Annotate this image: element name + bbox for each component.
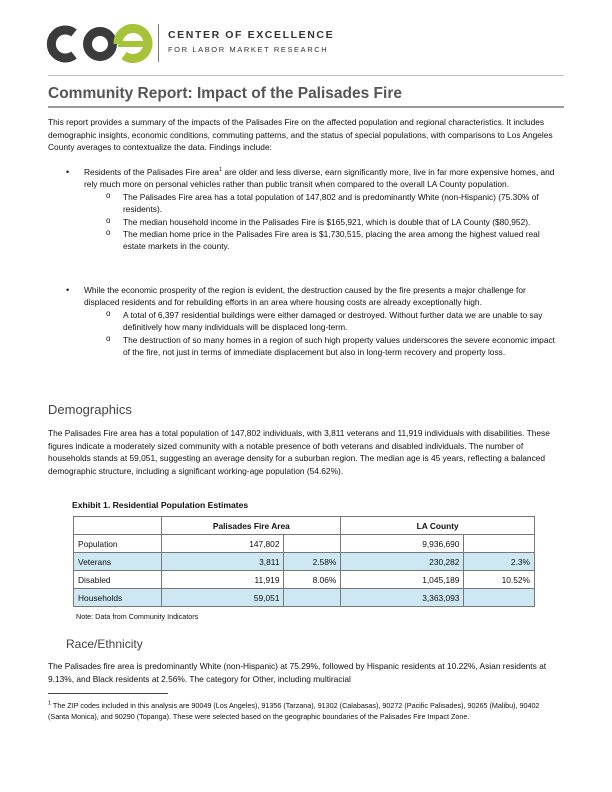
fire-pct: 2.58%: [284, 553, 341, 571]
fire-value: 59,051: [162, 589, 284, 607]
org-name: CENTER OF EXCELLENCE: [168, 29, 335, 41]
table-row: [74, 571, 535, 589]
la-pct: [464, 535, 535, 553]
report-title: Community Report: Impact of the Palisades Fire: [48, 85, 402, 102]
table-row: [74, 553, 535, 571]
fire-value: 11,919: [162, 571, 284, 589]
finding-sub-item: o The median household income in the Palisades Fire is $165,921, which is double that of LA County ($80,952).: [104, 216, 560, 228]
la-value: 3,363,093: [341, 589, 464, 607]
org-subtitle: FOR LABOR MARKET RESEARCH: [168, 45, 329, 54]
la-value: 230,282: [341, 553, 464, 571]
header-palisades: Palisades Fire Area: [162, 517, 341, 535]
fire-pct: 8.06%: [284, 571, 341, 589]
demographics-paragraph: The Palisades Fire area has a total population of 147,802 individuals, with 3,811 veterans and 11,919 individuals with disabilities. These figures indicate a moderately sized community with a notable presence of both veterans and disabled individuals. The number of households stands at 59,051, suggesting an average density for a suburban region. The median age is 45 years, reflecting a balanced demographic structure, including a significant working-age population (54.62%).: [48, 428, 550, 476]
findings-list-1: [48, 166, 560, 253]
finding-bullet: • Residents of the Palisades Fire area$^1$ are older and less diverse, earn significantly more, live in far more expensive homes, and rely much more on personal vehicles rather than public transit when compared to the overall LA County population. o The Palisades Fire area has a total population of 147,802 and is predominantly White (non-Hispanic) (75.30% of residents). o The median household income in the Palisades Fire is $165,921, which is double that of LA County ($80,952). o The median home price in the Palisades Fire area is $1,730,515, placing the area among the highest valued real estate markets in the county.: [48, 166, 560, 253]
la-value: 1,045,189: [341, 571, 464, 589]
title-rule: [48, 106, 564, 108]
footnote-ref[interactable]: 1: [219, 167, 223, 174]
fire-pct: [284, 589, 341, 607]
footnote-mark: 1: [48, 700, 52, 707]
population-table: [73, 516, 535, 607]
table-row: [74, 535, 535, 553]
table-row: [74, 589, 535, 607]
row-label: Disabled: [74, 571, 162, 589]
logo-divider: [158, 24, 159, 62]
row-label: Population: [74, 535, 162, 553]
intro-paragraph: This report provides a summary of the impacts of the Palisades Fire on the affected population and regional characteristics. It includes demographic insights, economic conditions, commuting patterns, and the status of special populations, with comparisons to Los Angeles County averages to contextualize the data. Findings include:: [48, 117, 553, 153]
exhibit-title: Exhibit 1. Residential Population Estimates: [72, 500, 249, 510]
table-note: Note: Data from Community Indicators: [76, 612, 199, 621]
findings-list-2: [48, 284, 560, 358]
finding-sub-item: o The Palisades Fire area has a total population of 147,802 and is predominantly White (non-Hispanic) (75.30% of residents).: [104, 191, 560, 216]
finding-sub-item: o A total of 6,397 residential buildings were either damaged or destroyed. Without further data we are unable to say definitively how many individuals will be displaced long-term.: [104, 309, 560, 334]
footnote: [48, 700, 558, 722]
race-paragraph: The Palisades fire area is predominantly White (non-Hispanic) at 75.29%, followed by Hispanic residents at 10.22%, Asian residents at 9.13%, and Black residents at 2.56%. The category for Other, including multiracial: [48, 661, 547, 684]
header-rule: [48, 75, 564, 76]
table-header-row: [74, 517, 535, 535]
row-label: Households: [74, 589, 162, 607]
la-pct: [464, 589, 535, 607]
la-pct: 2.3%: [464, 553, 535, 571]
coe-logo-icon: [42, 24, 154, 64]
la-value: 9,936,690: [341, 535, 464, 553]
row-label: Veterans: [74, 553, 162, 571]
race-heading: Race/Ethnicity: [66, 637, 143, 651]
footnote-rule: [48, 693, 168, 694]
fire-value: 3,811: [162, 553, 284, 571]
finding-sub-item: o The median home price in the Palisades Fire area is $1,730,515, placing the area among the highest valued real estate markets in the county.: [104, 228, 560, 253]
la-pct: 10.52%: [464, 571, 535, 589]
footnote-text: The ZIP codes included in this analysis are 90049 (Los Angeles), 91356 (Tarzana), 91302 (Calabasas), 90272 (Pacific Palisades), 90265 (Malibu), 90402 (Santa Monica), and 90290 (Topanga). These were selected based on the geographic boundaries of the Palisades Fire Impact Zone.: [48, 701, 540, 722]
fire-pct: [284, 535, 341, 553]
header-la-county: LA County: [341, 517, 535, 535]
fire-value: 147,802: [162, 535, 284, 553]
demographics-heading: Demographics: [48, 402, 132, 417]
finding-sub-item: o The destruction of so many homes in a region of such high property values underscores the severe economic impact of the fire, not just in terms of immediate displacement but also in long-term recovery and property loss.: [104, 334, 560, 359]
finding-bullet: • While the economic prosperity of the region is evident, the destruction caused by the fire presents a major challenge for displaced residents and for rebuilding efforts in an area where housing costs are already exceptionally high. o A total of 6,397 residential buildings were either damaged or destroyed. Without further data we are unable to say definitively how many individuals will be displaced long-term. o The destruction of so many homes in a region of such high property values underscores the severe economic impact of the fire, not just in terms of immediate displacement but also in long-term recovery and property loss.: [48, 284, 560, 358]
